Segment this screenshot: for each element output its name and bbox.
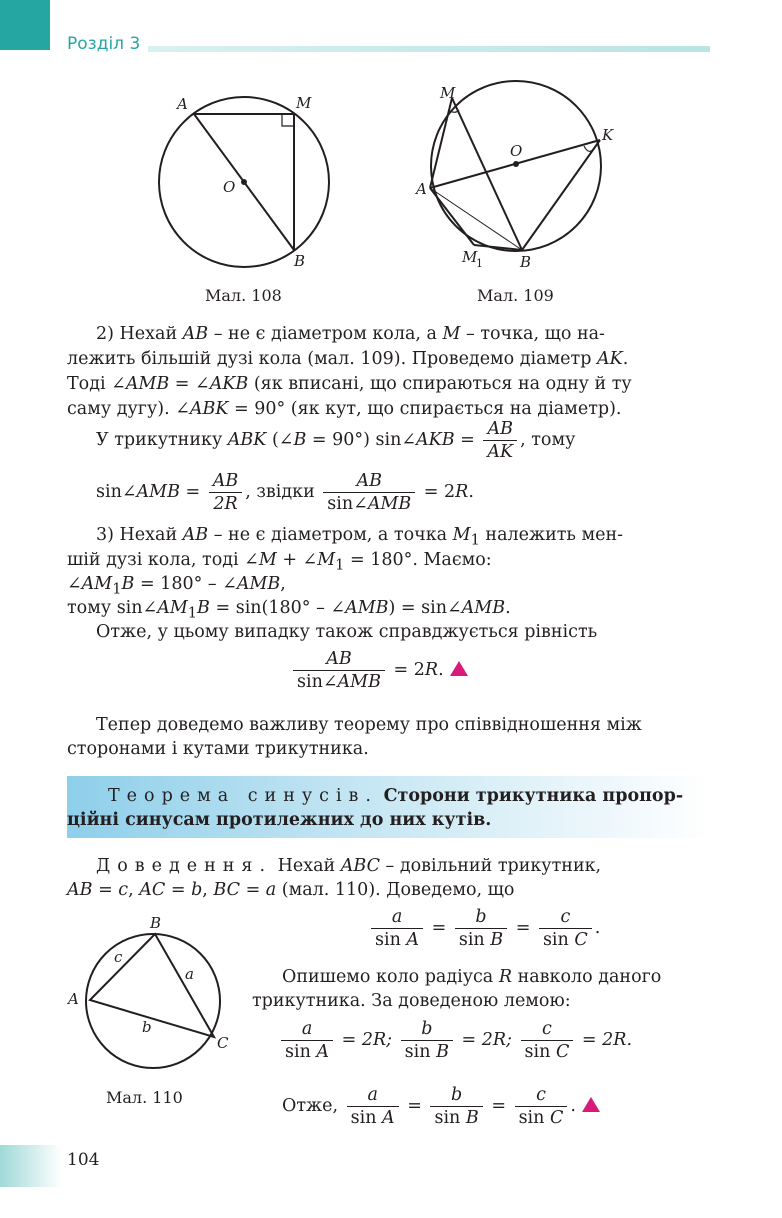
chord-am1 [430, 188, 474, 245]
theorem-line1: Теорема синусів. Сторони трикутника пропор- [108, 786, 684, 806]
proof-line1: Доведення. Нехай ABC – довільний трикутник, [96, 856, 602, 876]
theorem-line2: ційні синусам протилежних до них кутів. [67, 810, 492, 830]
label-b: B [520, 253, 532, 271]
page-number-bar [0, 1145, 62, 1187]
label-b: B [150, 914, 162, 932]
circle [86, 934, 220, 1068]
label-m1: M [462, 248, 478, 266]
caption-108: Мал. 108 [205, 286, 282, 305]
para2-line3: Тоді ∠AMB = ∠AKB (як вписані, що спираються на одну й ту [67, 374, 632, 394]
figure-109 [412, 80, 622, 275]
label-b: B [294, 252, 306, 270]
theorem-label: Теорема синусів. [108, 786, 378, 806]
para3-line4: тому $\sin\angle AM_1B = \sin(180^\circ$ – ∠AMB) = sin∠AMB. [67, 598, 511, 622]
intro-line1: Тепер доведемо важливу теорему про співвідношення між [96, 715, 642, 735]
proof-line4: трикутника. За доведеною лемою: [252, 991, 571, 1011]
end-of-proof-triangle-icon [582, 1097, 600, 1112]
para3-line5: Отже, у цьому випадку також справджується рівність [96, 622, 598, 642]
para3-line1: 3) Нехай AB – не є діаметром, а точка $M_1$ належить мен- [96, 525, 624, 549]
fraction-ab-2r: $\frac{AB}{2R}$ [209, 470, 243, 515]
caption-110: Мал. 110 [106, 1088, 183, 1107]
fraction-ab-sin-amb: $\frac{AB}{\text{sin∠AMB}}$ [323, 470, 415, 515]
label-c: C [217, 1034, 229, 1052]
proof-line3: Опишемо коло радіуса R навколо даного [282, 967, 662, 987]
page-number: 104 [67, 1150, 100, 1170]
label-side-a: a [185, 965, 194, 983]
proof-label: Доведення. [96, 856, 273, 876]
angle-k-mark [584, 146, 593, 151]
label-k: K [602, 126, 614, 144]
label-o: O [223, 178, 236, 196]
label-a: A [416, 180, 427, 198]
formula-ab-sin-amb: $\frac{AB}{\text{sin∠AMB}}$ = 2R. [290, 648, 468, 693]
proof-line2: AB = c, AC = b, BC = a (мал. 110). Доведемо, що [67, 880, 515, 900]
label-m1-subscript: 1 [476, 257, 483, 270]
para3-line2: шій дузі кола, тоді ∠M + $\angle M_1 = 180^\circ$. Маємо: [67, 550, 492, 574]
chapter-title: Розділ 3 [67, 34, 141, 54]
header-rule [148, 46, 710, 52]
lemma-formulas: $\frac{a}{\text{sin A}}$ = 2R; $\frac{b}{\text{sin B}}$ = 2R; $\frac{c}{\text{sin C}}$ = 2R. [278, 1018, 632, 1063]
conclusion-formula: Отже, $\frac{a}{\text{sin A}}$ = $\frac{b}{\text{sin B}}$ = $\frac{c}{\text{sin C}}$ . [282, 1084, 600, 1129]
label-m: M [440, 84, 456, 102]
intro-line2: сторонами і кутами трикутника. [67, 739, 369, 759]
triangle-abk-line: У трикутнику ABK (∠B = 90°) sin∠AKB = $\frac{AB}{AK}$ , тому [96, 419, 576, 462]
label-side-c: c [114, 948, 123, 966]
sin-amb-line: sin∠AMB = $\frac{AB}{2R}$ , звідки $\frac{AB}{\text{sin∠AMB}}$ = 2R. [96, 471, 474, 514]
center-point [241, 179, 247, 185]
chord-mb [452, 98, 522, 250]
caption-109: Мал. 109 [477, 286, 554, 305]
para3-line3: $\angle AM_1B = 180^\circ$ – ∠AMB, [67, 574, 286, 598]
end-of-proof-triangle-icon [450, 661, 468, 676]
para2-line2: лежить більшій дузі кола (мал. 109). Проведемо діаметр AK. [67, 349, 629, 369]
label-a: A [177, 95, 188, 113]
label-m: M [296, 94, 312, 112]
figure-108 [150, 90, 350, 275]
figure-110 [62, 912, 242, 1074]
chapter-color-block [0, 0, 50, 50]
para2-line4: саму дугу). ∠ABK = 90° (як кут, що спирається на діаметр). [67, 399, 622, 419]
target-formula: $\frac{a}{\text{sin A}}$ = $\frac{b}{\text{sin B}}$ = $\frac{c}{\text{sin C}}$ . [368, 906, 600, 951]
label-side-b: b [142, 1018, 152, 1036]
label-a: A [68, 990, 79, 1008]
chord-kb [522, 140, 600, 250]
center-point [513, 161, 519, 167]
label-o: O [510, 142, 523, 160]
para2-line1: 2) Нехай AB – не є діаметром кола, а M – точка, що на- [96, 324, 605, 344]
right-angle-mark [282, 114, 294, 126]
fraction-ab-ak: $\frac{AB}{AK}$ [483, 418, 517, 463]
